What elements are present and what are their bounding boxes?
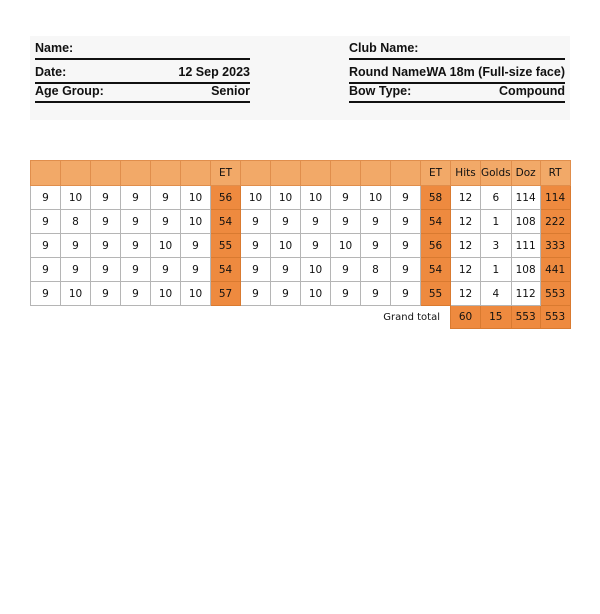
score-cell: 9: [61, 234, 91, 258]
score-cell: 12: [451, 258, 481, 282]
score-cell: 9: [271, 210, 301, 234]
score-cell: 10: [151, 234, 181, 258]
date-value: 12 Sep 2023: [178, 65, 250, 79]
header-cell: [181, 161, 211, 186]
score-cell: 12: [451, 282, 481, 306]
header-cell: Golds: [481, 161, 512, 186]
score-cell: 9: [151, 258, 181, 282]
header-cell: [391, 161, 421, 186]
club-name-field: [349, 40, 565, 60]
grand-total-value: 553: [540, 306, 570, 329]
score-cell: 1: [481, 210, 512, 234]
score-cell: 58: [421, 186, 451, 210]
score-cell: 9: [121, 258, 151, 282]
score-cell: 10: [331, 234, 361, 258]
header-cell: [271, 161, 301, 186]
header-cell: [61, 161, 91, 186]
header-cell: RT: [540, 161, 570, 186]
score-cell: 9: [391, 258, 421, 282]
score-cell: 10: [151, 282, 181, 306]
age-group-value: Senior: [211, 84, 250, 98]
round-name-field: [349, 64, 565, 84]
header-cell: [361, 161, 391, 186]
table-row: [31, 282, 571, 306]
grand-total-value: 60: [451, 306, 481, 329]
score-cell: 9: [241, 282, 271, 306]
score-cell: 9: [121, 210, 151, 234]
header-cell: [241, 161, 271, 186]
grand-total-value: 553: [511, 306, 540, 329]
score-cell: 10: [181, 282, 211, 306]
header-row: [31, 161, 571, 186]
score-cell: 9: [31, 282, 61, 306]
bow-type-value: Compound: [499, 84, 565, 98]
score-cell: 57: [211, 282, 241, 306]
score-cell: 9: [331, 282, 361, 306]
score-cell: 441: [540, 258, 570, 282]
score-cell: 9: [331, 186, 361, 210]
header-cell: [121, 161, 151, 186]
score-cell: 9: [331, 258, 361, 282]
score-cell: 333: [540, 234, 570, 258]
score-cell: 9: [91, 210, 121, 234]
score-cell: 9: [61, 258, 91, 282]
score-cell: 54: [211, 258, 241, 282]
name-field: [35, 40, 250, 60]
score-cell: 9: [241, 210, 271, 234]
score-cell: 9: [121, 186, 151, 210]
score-cell: 10: [181, 186, 211, 210]
age-group-field: [35, 83, 250, 103]
score-cell: 12: [451, 186, 481, 210]
score-cell: 9: [151, 210, 181, 234]
score-cell: 9: [361, 210, 391, 234]
score-cell: 9: [391, 210, 421, 234]
score-cell: 54: [421, 210, 451, 234]
score-cell: 54: [421, 258, 451, 282]
score-cell: 9: [391, 234, 421, 258]
score-cell: 55: [421, 282, 451, 306]
score-cell: 9: [361, 282, 391, 306]
score-cell: 114: [511, 186, 540, 210]
score-cell: 10: [271, 186, 301, 210]
score-cell: 9: [31, 186, 61, 210]
score-cell: 6: [481, 186, 512, 210]
score-cell: 10: [271, 234, 301, 258]
score-cell: 9: [151, 186, 181, 210]
score-cell: 1: [481, 258, 512, 282]
grand-total-label: Grand total: [383, 311, 440, 323]
score-table: [30, 160, 571, 329]
score-cell: 10: [61, 186, 91, 210]
table-row: [31, 258, 571, 282]
table-row: [31, 186, 571, 210]
score-cell: 9: [91, 282, 121, 306]
table-row: [31, 234, 571, 258]
score-cell: 9: [241, 258, 271, 282]
header-cell: [91, 161, 121, 186]
score-cell: 9: [91, 234, 121, 258]
score-cell: 10: [241, 186, 271, 210]
score-cell: 9: [91, 258, 121, 282]
score-cell: 10: [61, 282, 91, 306]
score-cell: 9: [271, 282, 301, 306]
round-name-value: WA 18m (Full-size face): [426, 65, 565, 79]
score-cell: 9: [331, 210, 361, 234]
bow-type-label: Bow Type:: [349, 84, 412, 98]
header-cell: [31, 161, 61, 186]
bow-type-field: [349, 83, 565, 103]
score-cell: 9: [181, 258, 211, 282]
score-cell: 12: [451, 210, 481, 234]
score-cell: 9: [31, 210, 61, 234]
score-cell: 108: [511, 210, 540, 234]
score-cell: 9: [31, 234, 61, 258]
round-name-label: Round Name:: [349, 65, 431, 79]
score-cell: 9: [91, 186, 121, 210]
table-row: [31, 210, 571, 234]
score-cell: 9: [31, 258, 61, 282]
score-cell: 112: [511, 282, 540, 306]
score-cell: 114: [540, 186, 570, 210]
score-cell: 9: [121, 234, 151, 258]
score-cell: 9: [391, 186, 421, 210]
score-cell: 10: [301, 186, 331, 210]
header-cell: Hits: [451, 161, 481, 186]
score-cell: 12: [451, 234, 481, 258]
score-cell: 10: [361, 186, 391, 210]
score-cell: 56: [211, 186, 241, 210]
header-cell: ET: [211, 161, 241, 186]
age-group-label: Age Group:: [35, 84, 104, 98]
score-cell: 56: [421, 234, 451, 258]
score-cell: 9: [121, 282, 151, 306]
grand-total-value: 15: [481, 306, 512, 329]
header-cell: Doz: [511, 161, 540, 186]
date-label: Date:: [35, 65, 67, 79]
score-cell: 10: [301, 258, 331, 282]
name-label: Name:: [35, 41, 74, 55]
score-cell: 54: [211, 210, 241, 234]
score-cell: 111: [511, 234, 540, 258]
header-cell: [151, 161, 181, 186]
header-cell: [331, 161, 361, 186]
score-cell: 10: [301, 282, 331, 306]
date-field: [35, 64, 250, 84]
score-cell: 9: [301, 210, 331, 234]
score-cell: 4: [481, 282, 512, 306]
score-cell: 10: [181, 210, 211, 234]
score-cell: 222: [540, 210, 570, 234]
score-cell: 9: [241, 234, 271, 258]
score-cell: 3: [481, 234, 512, 258]
grand-total-row: [31, 306, 571, 329]
scoresheet-header: [30, 36, 570, 120]
score-cell: 55: [211, 234, 241, 258]
score-cell: 8: [361, 258, 391, 282]
score-cell: 553: [540, 282, 570, 306]
score-cell: 9: [181, 234, 211, 258]
score-cell: 9: [301, 234, 331, 258]
score-cell: 9: [361, 234, 391, 258]
score-cell: 9: [391, 282, 421, 306]
score-cell: 8: [61, 210, 91, 234]
score-cell: 108: [511, 258, 540, 282]
score-cell: 9: [271, 258, 301, 282]
header-cell: ET: [421, 161, 451, 186]
header-cell: [301, 161, 331, 186]
club-name-label: Club Name:: [349, 41, 419, 55]
